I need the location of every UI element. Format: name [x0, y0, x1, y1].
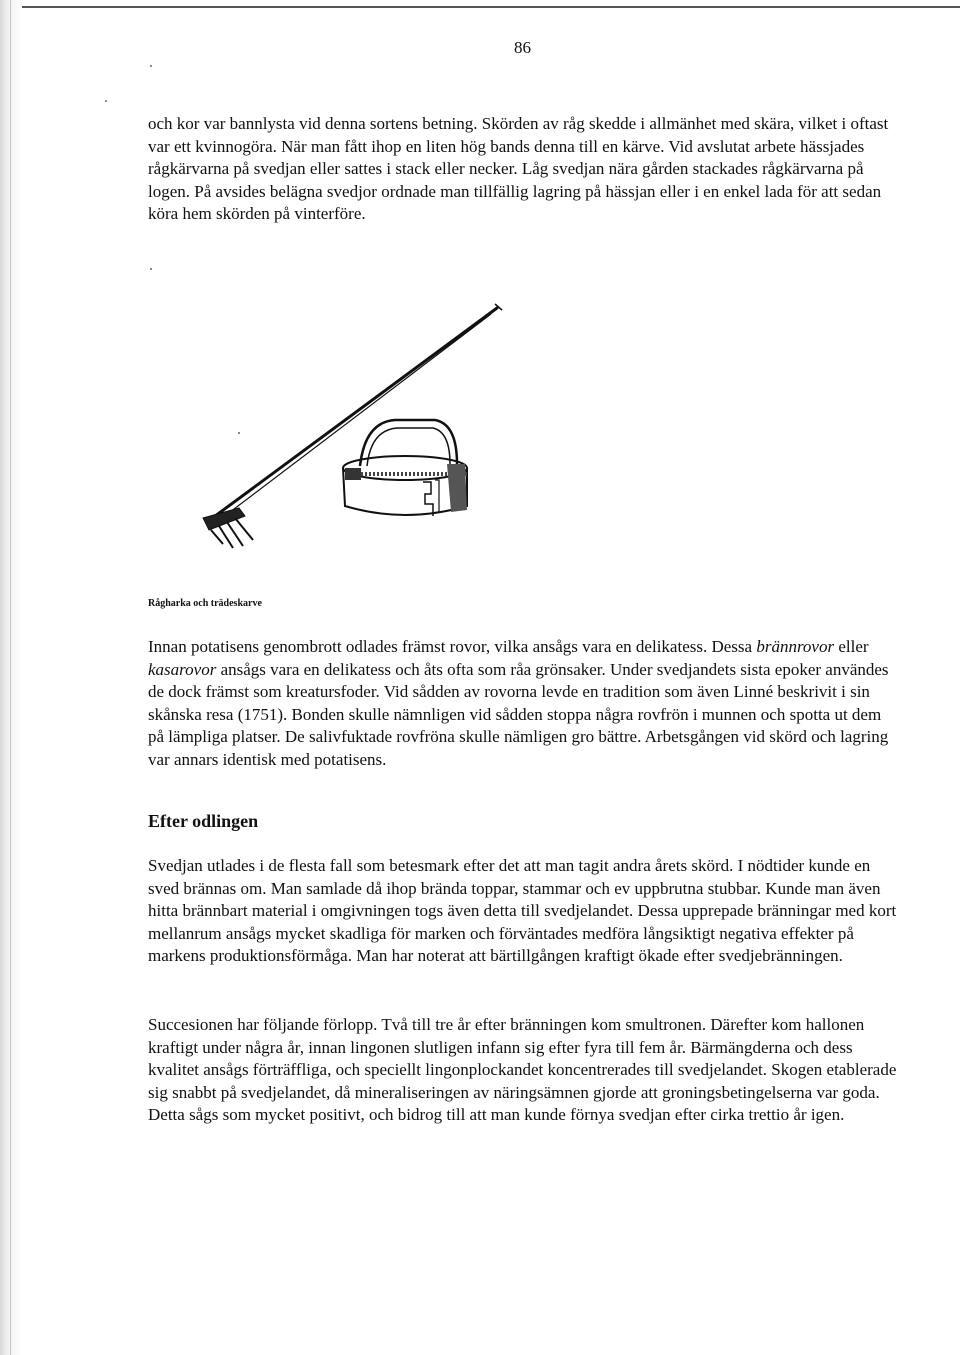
- scan-speck: [150, 65, 152, 67]
- italic-term: kasarovor: [148, 659, 217, 679]
- scan-edge-line: [10, 0, 11, 1355]
- section-heading: Efter odlingen: [148, 811, 259, 831]
- page-number: 86: [514, 38, 531, 57]
- italic-term: brännrovor: [756, 637, 835, 656]
- paragraph-after-cultivation: Svedjan utlades i de flesta fall som betesmark efter det att man tagit andra årets skörd. I nödtider kunde en sved brännas om. Man samlade då ihop brända toppar, stammar och ev uppbrutna stubbar. Kunde man även hitta brännbart material i omgivningen togs även detta till svedjelandet. Dessa upprepade bränningar med kort mellanrum ansågs mycket skadliga för marken och förväntades medföra långsiktigt negativa effekter på markens produktionsförmåga. Man har noterat att bärtillgången kraftigt ökade efter svedjebränningen.: [148, 856, 897, 965]
- scan-speck: [105, 100, 107, 102]
- paragraph-rovor: [148, 636, 898, 771]
- rake-and-seed-basket-drawing: [195, 298, 515, 558]
- paragraph-harvest: [148, 113, 898, 226]
- paragraph-text: Innan potatisens genombrott odlades främst rovor, vilka ansågs vara en delikatess. Dessa: [148, 637, 757, 656]
- paragraph-succession: Succesionen har följande förlopp. Två till tre år efter bränningen kom smultronen. Därefter kom hallonen kraftigt under några år, innan lingonen slutligen infann sig efter fyra till fem år. Bärmängderna och dess kvalitet ansågs förträffliga, och speciellt lingonplockandet koncentrerades till svedjelandet. Skogen etablerade sig snabbt på svedjelandet, då mineraliseringen av näringsämnen gjorde att groningsbetingelserna var goda. Detta sågs som mycket positivt, och bidrog till att man kunde förnya svedjan efter cirka trettio år igen.: [148, 1015, 897, 1124]
- scan-speck: [238, 432, 240, 434]
- scan-speck: [150, 268, 152, 270]
- paragraph-text: och kor var bannlysta vid denna sortens betning. Skörden av råg skedde i allmänhet med skära, vilket i oftast var ett kvinnogöra. När man fått ihop en liten hög bands denna till en kärve. Vid avslutat arbete hässjades rågkärvarna på svedjan eller sattes i stack eller necker. Låg svedjan nära gården stackades rågkärvarna på logen. På avsides belägna svedjor ordnade man tillfällig lagring på hässjan eller i en enkel lada för att sedan köra hem skörden på vinterföre.: [148, 114, 889, 223]
- scan-edge-left: [0, 0, 22, 1355]
- paragraph-text: eller: [834, 637, 869, 656]
- scan-edge-top: [0, 6, 960, 8]
- paragraph-text: ansågs vara en delikatess och åts ofta som råa grönsaker. Under svedjandets sista epoker användes de dock främst som kreatursfoder. Vid sådden av rovorna levde en tradition som även Linné beskrivit i sin skånska resa (1751). Bonden skulle nämnligen vid sådden stoppa några rovfrön i munnen och spotta ut dem på lämpliga platser. De salivfuktade rovfröna skulle nämligen gro bättre. Arbetsgången vid skörd och lagring var annars identisk med potatisens.: [148, 659, 889, 769]
- figure-caption: Rågharka och trädeskarve: [148, 598, 262, 609]
